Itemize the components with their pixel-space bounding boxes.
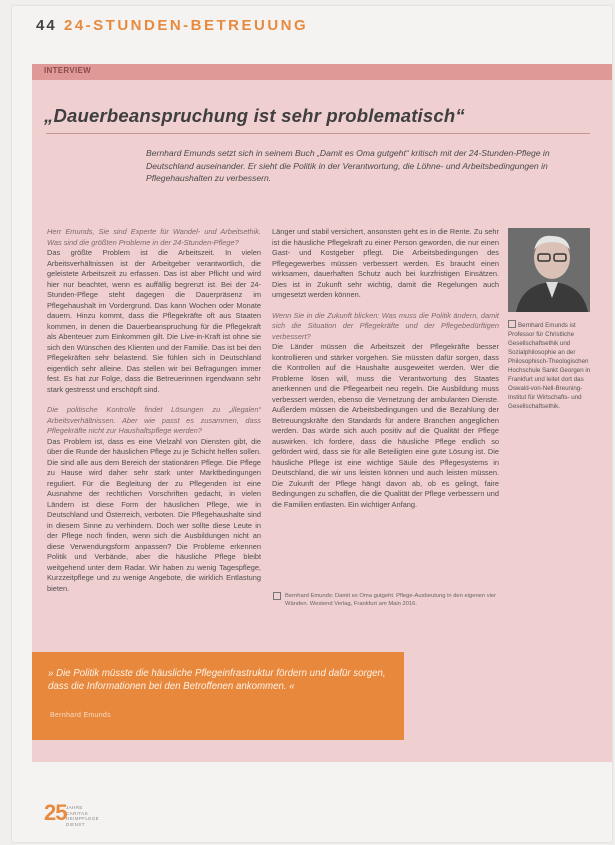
headline: „Dauerbeanspruchung ist sehr problematisch“	[44, 105, 465, 126]
portrait-illustration	[508, 228, 590, 312]
headline-divider	[46, 133, 590, 134]
pull-quote-box	[32, 652, 404, 740]
pull-quote-text: » Die Politik müsste die häusliche Pflegeinfrastruktur fördern und dafür sorgen, dass die Informationen bei den Betroffenen ankommen. «	[48, 668, 386, 692]
footnote-text: Bernhard Emunds: Damit es Oma gutgeht. Pflege-Ausbeutung in den eigenen vier Wänden. Westend Verlag, Frankfurt am Main 2016.	[285, 593, 497, 607]
interview-answer: Länger und stabil versichert, ansonsten geht es in die Rente. Zu sehr ist die häusliche Pflegekraft zu einer Person geworden, die nur einen Gast- und Kostgeber pflegt. Die Arbeitsbedingungen des Pflegegewerbes müssen verbessert werden. Es braucht einen wirksamen, dauerhaften Schutz auch bei kurzfristigen Einsätzen. Dies ist in Zukunft sehr wichtig, damit die Regelungen auch umgesetzt werden können.	[272, 227, 499, 299]
category-label: INTERVIEW	[44, 66, 92, 75]
interview-question: Herr Emunds, Sie sind Experte für Wandel- und Arbeitsethik. Was sind die größten Probleme in der 24-Stunden-Pflege?	[47, 227, 261, 247]
caption-marker-icon	[508, 320, 516, 328]
interview-answer: Das größte Problem ist die Arbeitszeit. In vielen Arbeitsverhältnissen ist der Arbeitgeber verantwortlich, die geleistete Arbeitszeit zu erfassen. Das ist aber Pflicht und wird hier nur beachtet, wenn es auffällig begrenzt ist. Bei der 24-Stunden-Pflege steht dagegen die Dauerpräsenz im Pflegehaushalt im Vordergrund. Das kann Wochen oder Monate dauern. Hinzu kommt, dass die Pflegekräfte oft aus Staaten kommen, in denen die Dauerbeanspruchung für die Pflegekraft als Abenteuer zum Einkommen gilt. Die Live-in-Kraft ist ohne sie sich den Wünschen des Klienten und der Familie. Das ist bei den Pflegekräften sehr belastend. Sie fühlen sich in Deutschland eigentlich sehr alleine. Das stellen wir bei Befragungen immer fest. Es hat zur Folge, dass die Betreuerinnen irgendwann sehr stark gestresst und erschöpft sind.	[47, 248, 261, 394]
article-column-2	[272, 227, 499, 510]
article-intro: Bernhard Emunds setzt sich in seinem Buch „Damit es Oma gutgeht“ kritisch mit der 24-Stunden-Pflege in Deutschland auseinander. Er sieht die Politik in der Verantwortung, die Löhne- und Arbeitsbedingungen in Pflegehaushalten zu verbessern.	[146, 148, 550, 183]
anniversary-logo-text: JAHRE CARITAS HEIMPFLEGE DIENST	[66, 805, 100, 827]
book-icon	[273, 592, 281, 600]
photo-caption	[508, 320, 592, 411]
category-bar	[32, 64, 612, 80]
article-column-1	[47, 227, 261, 594]
interview-question: Wenn Sie in die Zukunft blicken: Was muss die Politik ändern, damit sich die Situation der Pflegekräfte und der Pflegebedürftigen verbessert?	[272, 310, 499, 341]
interview-answer: Die Länder müssen die Arbeitszeit der Pflegekräfte besser kontrollieren und stärker vorgehen. Sie müssten dafür sorgen, dass die Kontrollen auf die Haushalte ausgeweitet werden. Wer die Probleme lösen will, muss die Verantwortung des Staates anerkennen und die Pflegearbeit neu regeln. Die Ausbildung muss verbessert werden, ebenso die Vernetzung der ambulanten Dienste. Außerdem müssen die Arbeitsbedingungen und die Bezahlung der Betreuungskräfte den Standards für andere Branchen angeglichen werden. Das würde sich auch positiv auf die Qualität der Pflege auswirken. Ich fordere, dass die häusliche Pflege endlich so gefördert wird, dass sie für alle Beteiligten eine gute Lösung ist. Die häusliche Pflege ist eine wichtige Säule des Pflegesystems in Deutschland, die wir uns leisten können und auch leisten müssen. Die Zukunft der Pflege hängt davon ab, ob es gelingt, faire Bedingungen zu schaffen, die die Qualität der Pflege verbessern und die Familien entlasten. Ein wichtiger Anfang.	[272, 342, 499, 509]
interview-question: Die politische Kontrolle findet Lösungen zu „illegalen“ Arbeitsverhältnissen. Aber wie passt es zusammen, dass Pflegekräfte nicht zur Haushaltspflege werden?	[47, 405, 261, 435]
page-number: 44	[36, 17, 57, 34]
interview-answer: Das Problem ist, dass es eine Vielzahl von Diensten gibt, die über die Runde der häuslichen Pflege zu je Schicht helfen sollen. Die sind alle aus dem Bereich der stationären Pflege. Die Pflege zu Hause wird daher sehr stark unter Marktbedingungen reguliert. Für die Begleitung der zu Pflegenden ist eine Ausnahme der rechtlichen Vorschriften gedacht, in vielen Ländern ist diese Form der häuslichen Pflege, wie in Deutschland und Österreich, verboten. Die Pflegehaushalte sind in diesem Sinne zu verhindern. Doch wer sollte diese Leute in der Pflege noch finden, wenn sich die Ausbildungen nicht an diese Verwendungsform anpassen? Die Probleme erkennen Politik und Verbände, aber die häusliche Pflege bleibt weitgehend unter dem Radar. Wir haben zu wenig Tagespflege, Kurzzeitpflege und zu wenige Angebote, die wirklich Entlastung bieten.	[47, 436, 261, 593]
pull-quote-author: Bernhard Emunds	[50, 712, 111, 719]
portrait-photo	[508, 228, 590, 312]
section-title: 24-STUNDEN-BETREUUNG	[64, 17, 309, 34]
caption-text: Bernhard Emunds ist Professor für Christliche Gesellschaftsethik und Sozialphilosophie an der Philosophisch-Theologischen Hochschule Sankt Georgen in Frankfurt und leitet dort das Oswald-von-Nell-Breuning-Institut für Wirtschafts- und Gesellschaftsethik.	[508, 322, 591, 410]
anniversary-logo-number: 25	[44, 800, 67, 825]
